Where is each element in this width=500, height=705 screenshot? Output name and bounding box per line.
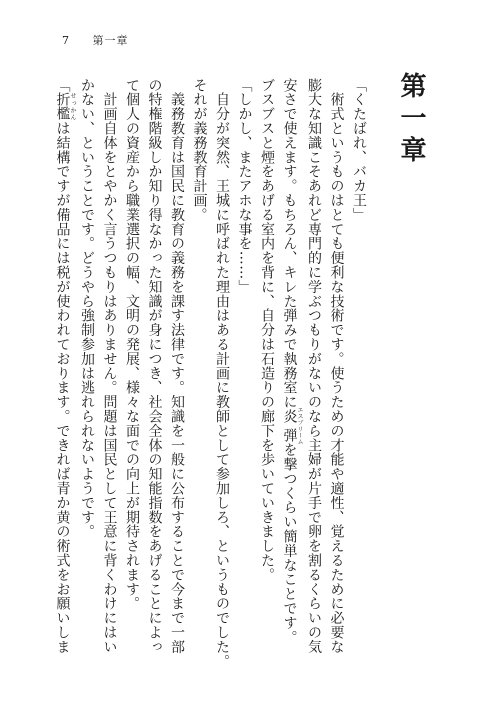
running-head-chapter: 第一章: [92, 34, 129, 47]
ruby-reading: せっかん: [69, 92, 76, 122]
text-line: 自分が突然、王城に呼ばれた理由はある計画に教師として参加しろ、というものでした。: [214, 78, 230, 668]
text-line: 「しかし、またアホな事を……」: [236, 78, 253, 294]
text-line: 術式というものはとても便利な技術です。使うための才能や適性、覚えるために必要な: [328, 78, 345, 654]
chapter-title: 第一章: [396, 72, 426, 168]
text-line: 計画自体をとやかく言うつもりはありません。問題は国民として王意に背くわけにはい: [101, 78, 118, 654]
text-line: 「折檻せっかんは結構ですが備品には税が使われております。できれば青か黄の術式をお願いしま: [54, 78, 76, 655]
text-line: て個人の資産から職業選択の幅、文明の発展、様々な面での向上が期待されます。: [124, 78, 140, 611]
ruby-reading: エスプリーム: [296, 406, 303, 446]
text-line: ブスブスと煙をあげる室内を背に、自分は石造りの廊下を歩いていきました。: [259, 78, 275, 582]
body-text: [51, 78, 370, 668]
ruby-annotation: 炎弾エスプリーム: [281, 406, 303, 446]
text-line: それが義務教育計画。: [191, 78, 208, 222]
text-line: 膨大な知識こそあれど専門的に学ぶつもりがないのなら主婦が片手で卵を割るくらいの気: [306, 78, 322, 654]
text-line: かない、ということです。どうやら強制参加は逃れられないようです。: [79, 78, 95, 539]
text-line: の特権階級しか知り得なかった知識が身につき、社会全体の知能指数をあげることによっ: [146, 78, 163, 654]
text-line: 「くたばれ、バカ王」: [351, 78, 367, 222]
ruby-annotation: 折檻せっかん: [54, 92, 76, 122]
running-head: [62, 32, 129, 48]
text-line: 安さで使えます。もちろん、キレた弾みで執務室に炎弾エスプリームを撃つくらい簡単なことです。: [281, 78, 303, 645]
page-number: 7: [62, 34, 70, 47]
text-line: 義務教育は国民に教育の義務を課す法律です。知識を一般に公布することで今まで一部: [169, 78, 185, 654]
